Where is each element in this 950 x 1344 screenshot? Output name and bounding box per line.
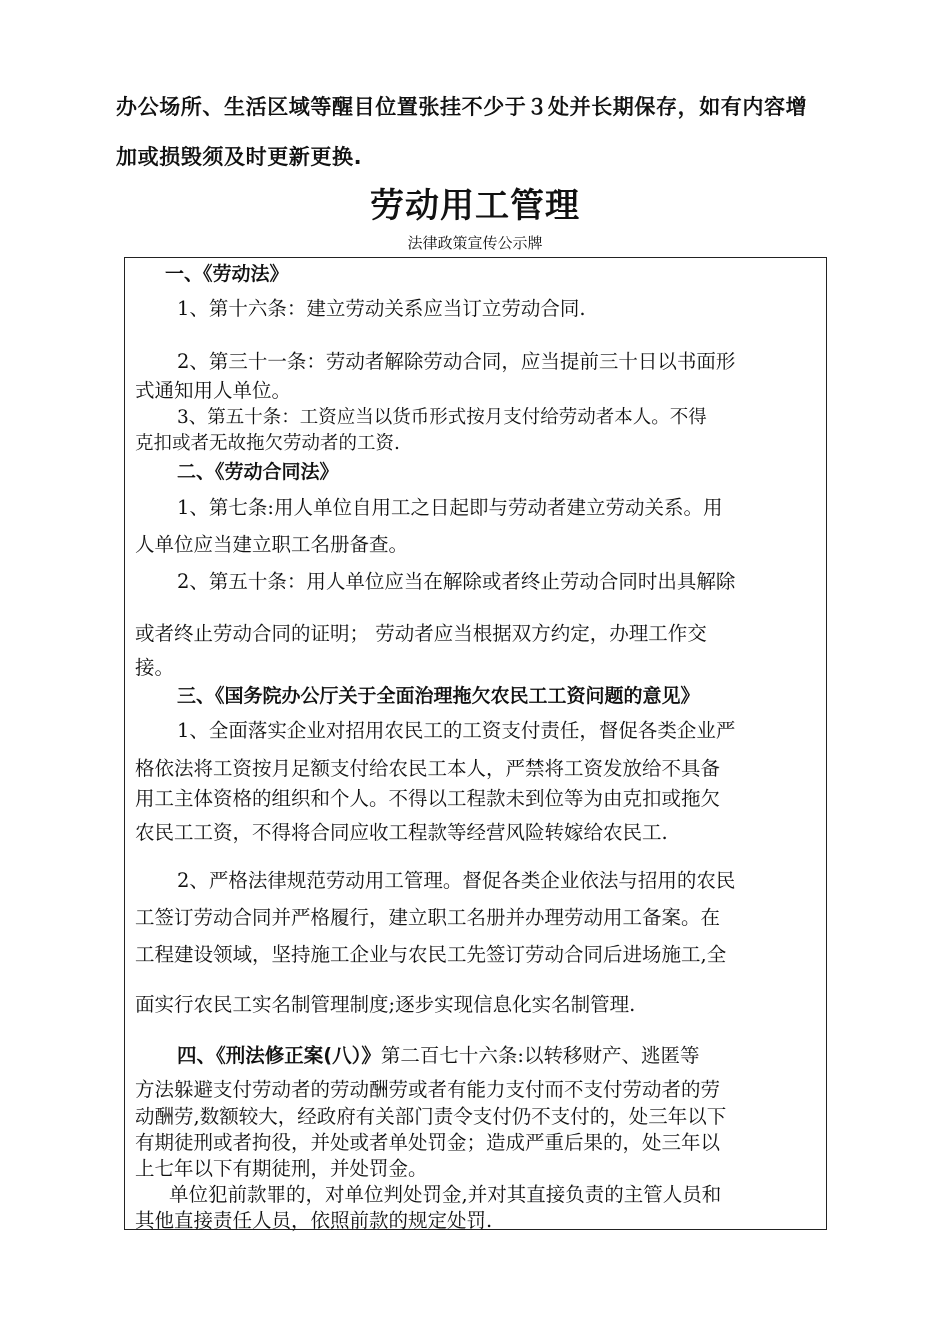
criminal-law-article-276-start: 第二百七十六条:以转移财产、逃匿等 (380, 1044, 700, 1067)
contract-article-50-line1: 2、第五十条：用人单位应当在解除或者终止劳动合同时出具解除 (177, 570, 736, 593)
notice-board (124, 257, 827, 1230)
criminal-law-line4: 有期徒刑或者拘役，并处或者单处罚金；造成严重后果的，处三年以 (135, 1131, 721, 1154)
article-50-text-line2: 克扣或者无故拖欠劳动者的工资. (135, 433, 400, 454)
opinion-item-2-line1: 2、严格法律规范劳动用工管理。督促各类企业依法与招用的农民 (177, 869, 736, 892)
contract-article-7-line2: 人单位应当建立职工名册备查。 (135, 533, 409, 556)
page-title: 劳动用工管理 (370, 186, 580, 226)
article-16-text: 1、第十六条：建立劳动关系应当订立劳动合同. (177, 297, 586, 320)
article-31-text-line2: 式通知用人单位。 (135, 379, 292, 402)
page-subtitle: 法律政策宣传公示牌 (407, 234, 543, 252)
opinion-item-2-line2: 工签订劳动合同并严格履行，建立职工名册并办理劳动用工备案。在 (135, 906, 721, 929)
contract-article-50-line2: 或者终止劳动合同的证明； 劳动者应当根据双方约定，办理工作交 (135, 622, 707, 645)
criminal-law-line2: 方法躲避支付劳动者的劳动酬劳或者有能力支付而不支付劳动者的劳 (135, 1078, 721, 1101)
opinion-item-1-line4: 农民工工资，不得将合同应收工程款等经营风险转嫁给农民工. (135, 821, 668, 844)
section-heading-state-council-opinion: 三、《国务院办公厅关于全面治理拖欠农民工工资问题的意见》 (177, 685, 700, 707)
opinion-item-1-line3: 用工主体资格的组织和个人。不得以工程款未到位等为由克扣或拖欠 (135, 787, 721, 810)
section-heading-labor-law: 一、《劳动法》 (165, 263, 289, 285)
opinion-item-1-line2: 格依法将工资按月足额支付给农民工本人，严禁将工资发放给不具备 (135, 757, 721, 780)
section-heading-criminal-law-amendment: 四、《刑法修正案(八）》 (177, 1044, 381, 1067)
intro-notice (116, 82, 836, 182)
opinion-item-2-line3: 工程建设领域，坚持施工企业与农民工先签订劳动合同后进场施工,全 (135, 943, 727, 966)
intro-line-1: 办公场所、生活区域等醒目位置张挂不少于３处并长期保存，如有内容增 (116, 95, 808, 119)
article-50-text-line1: 3、第五十条：工资应当以货币形式按月支付给劳动者本人。不得 (177, 407, 707, 428)
criminal-law-line3: 动酬劳,数额较大，经政府有关部门责令支付仍不支付的，处三年以下 (135, 1105, 727, 1128)
criminal-law-unit-line2: 其他直接责任人员，依照前款的规定处罚. (135, 1209, 493, 1232)
criminal-law-unit-line1: 单位犯前款罪的，对单位判处罚金,并对其直接负责的主管人员和 (169, 1183, 722, 1206)
contract-article-50-line3: 接。 (135, 656, 175, 679)
opinion-item-2-line4: 面实行农民工实名制管理制度;逐步实现信息化实名制管理. (135, 993, 636, 1016)
criminal-law-line1 (177, 1042, 817, 1070)
article-31-text-line1: 2、第三十一条：劳动者解除劳动合同，应当提前三十日以书面形 (177, 350, 736, 373)
opinion-item-1-line1: 1、全面落实企业对招用农民工的工资支付责任，督促各类企业严 (177, 719, 736, 742)
intro-line-2: 加或损毁须及时更新更换. (116, 145, 363, 169)
contract-article-7-line1: 1、第七条:用人单位自用工之日起即与劳动者建立劳动关系。用 (177, 496, 723, 519)
criminal-law-line5: 上七年以下有期徒刑，并处罚金。 (135, 1157, 428, 1180)
section-heading-labor-contract-law: 二、《劳动合同法》 (177, 461, 339, 483)
